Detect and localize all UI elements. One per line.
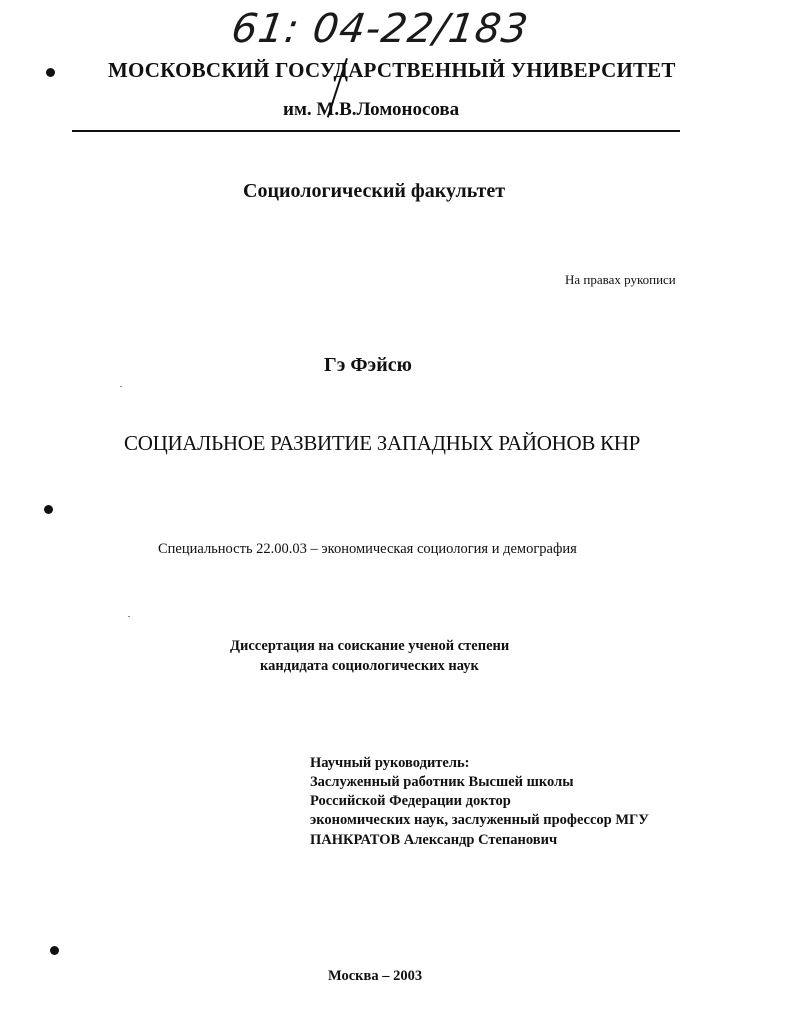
university-named-after: им. М.В.Ломоносова [283, 99, 460, 120]
advisor-line: Заслуженный работник Высшей школы [310, 774, 574, 790]
advisor-line: Российской Федерации доктор [310, 793, 511, 809]
dissertation-title: СОЦИАЛЬНОЕ РАЗВИТИЕ ЗАПАДНЫХ РАЙОНОВ КНР [124, 431, 640, 455]
margin-dot [50, 946, 59, 955]
advisor-line: ПАНКРАТОВ Александр Степанович [310, 832, 558, 848]
specialty-line: Специальность 22.00.03 – экономическая социология и демография [158, 541, 577, 557]
university-name: МОСКОВСКИЙ ГОСУДАРСТВЕННЫЙ УНИВЕРСИТЕТ [108, 58, 676, 82]
author-name: Гэ Фэйсю [324, 354, 412, 376]
archive-code-handwritten: 61: 04-22/183 [228, 6, 532, 52]
margin-dot [44, 505, 53, 514]
header-divider [72, 130, 680, 132]
margin-dot [46, 68, 55, 77]
advisor-line: экономических наук, заслуженный профессор МГУ [310, 812, 649, 828]
scan-speck [128, 616, 130, 617]
rights-note: На правах рукописи [565, 272, 676, 287]
scan-speck [120, 386, 122, 387]
dissertation-degree-line1: Диссертация на соискание ученой степени [230, 638, 510, 654]
dissertation-degree-line2: кандидата социологических наук [260, 658, 479, 674]
city-year: Москва – 2003 [328, 968, 423, 984]
advisor-line: Научный руководитель: [310, 755, 470, 771]
faculty-name: Социологический факультет [243, 180, 506, 202]
